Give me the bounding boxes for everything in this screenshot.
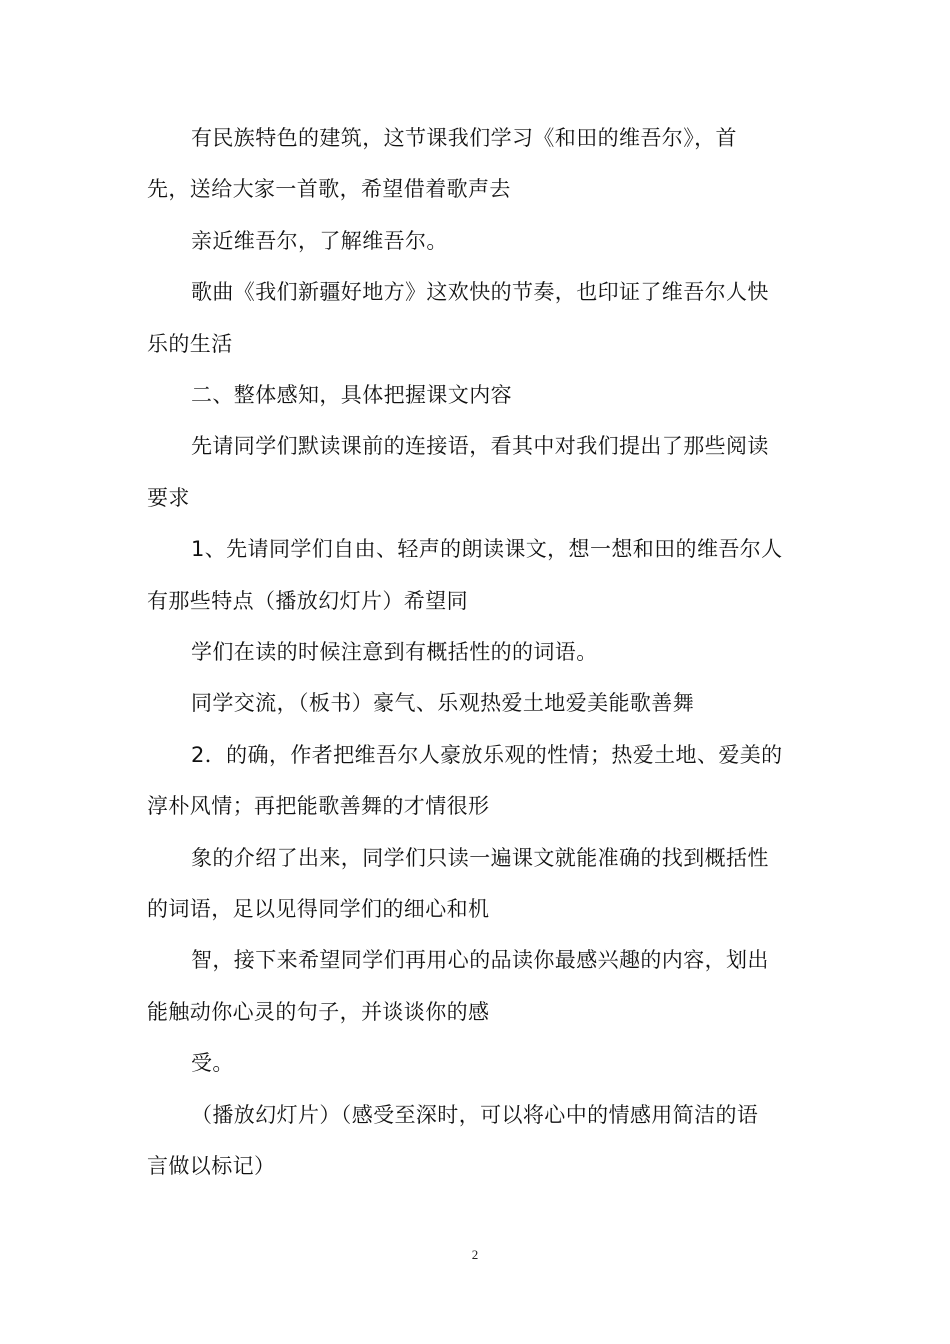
paragraph-line: （播放幻灯片）（感受至深时，可以将心中的情感用简洁的语 [191,1103,759,1127]
paragraph-line: 同学交流，（板书）豪气、乐观热爱土地爱美能歌善舞 [191,691,695,715]
paragraph-line: 2．的确，作者把维吾尔人豪放乐观的性情；热爱土地、爱美的 [191,743,783,767]
paragraph-line: 受。 [191,1051,234,1075]
paragraph-line: 亲近维吾尔，了解维吾尔。 [191,229,448,253]
paragraph-line: 乐的生活 [147,332,233,356]
paragraph-line: 1、先请同学们自由、轻声的朗读课文，想一想和田的维吾尔人 [191,537,783,561]
paragraph-line: 有民族特色的建筑，这节课我们学习《和田的维吾尔》，首 [191,126,737,150]
paragraph-line: 象的介绍了出来，同学们只读一遍课文就能准确的找到概括性 [191,846,769,870]
page-number: 2 [471,1247,479,1262]
paragraph-line: 先请同学们默读课前的连接语，看其中对我们提出了那些阅读 [191,434,769,458]
paragraph-line: 有那些特点（播放幻灯片）希望同 [147,589,468,613]
section-heading: 二、整体感知，具体把握课文内容 [191,383,512,407]
paragraph-line: 言做以标记） [147,1154,276,1178]
paragraph-line: 能触动你心灵的句子，并谈谈你的感 [147,1000,490,1024]
paragraph-line: 淳朴风情；再把能歌善舞的才情很形 [147,794,490,818]
paragraph-line: 歌曲《我们新疆好地方》这欢快的节奏，也印证了维吾尔人快 [191,280,769,304]
paragraph-line: 智，接下来希望同学们再用心的品读你最感兴趣的内容，划出 [191,948,769,972]
paragraph-line: 学们在读的时候注意到有概括性的的词语。 [191,640,598,664]
paragraph-line: 先，送给大家一首歌，希望借着歌声去 [147,177,511,201]
paragraph-line: 要求 [147,486,190,510]
paragraph-line: 的词语，足以见得同学们的细心和机 [147,897,490,921]
